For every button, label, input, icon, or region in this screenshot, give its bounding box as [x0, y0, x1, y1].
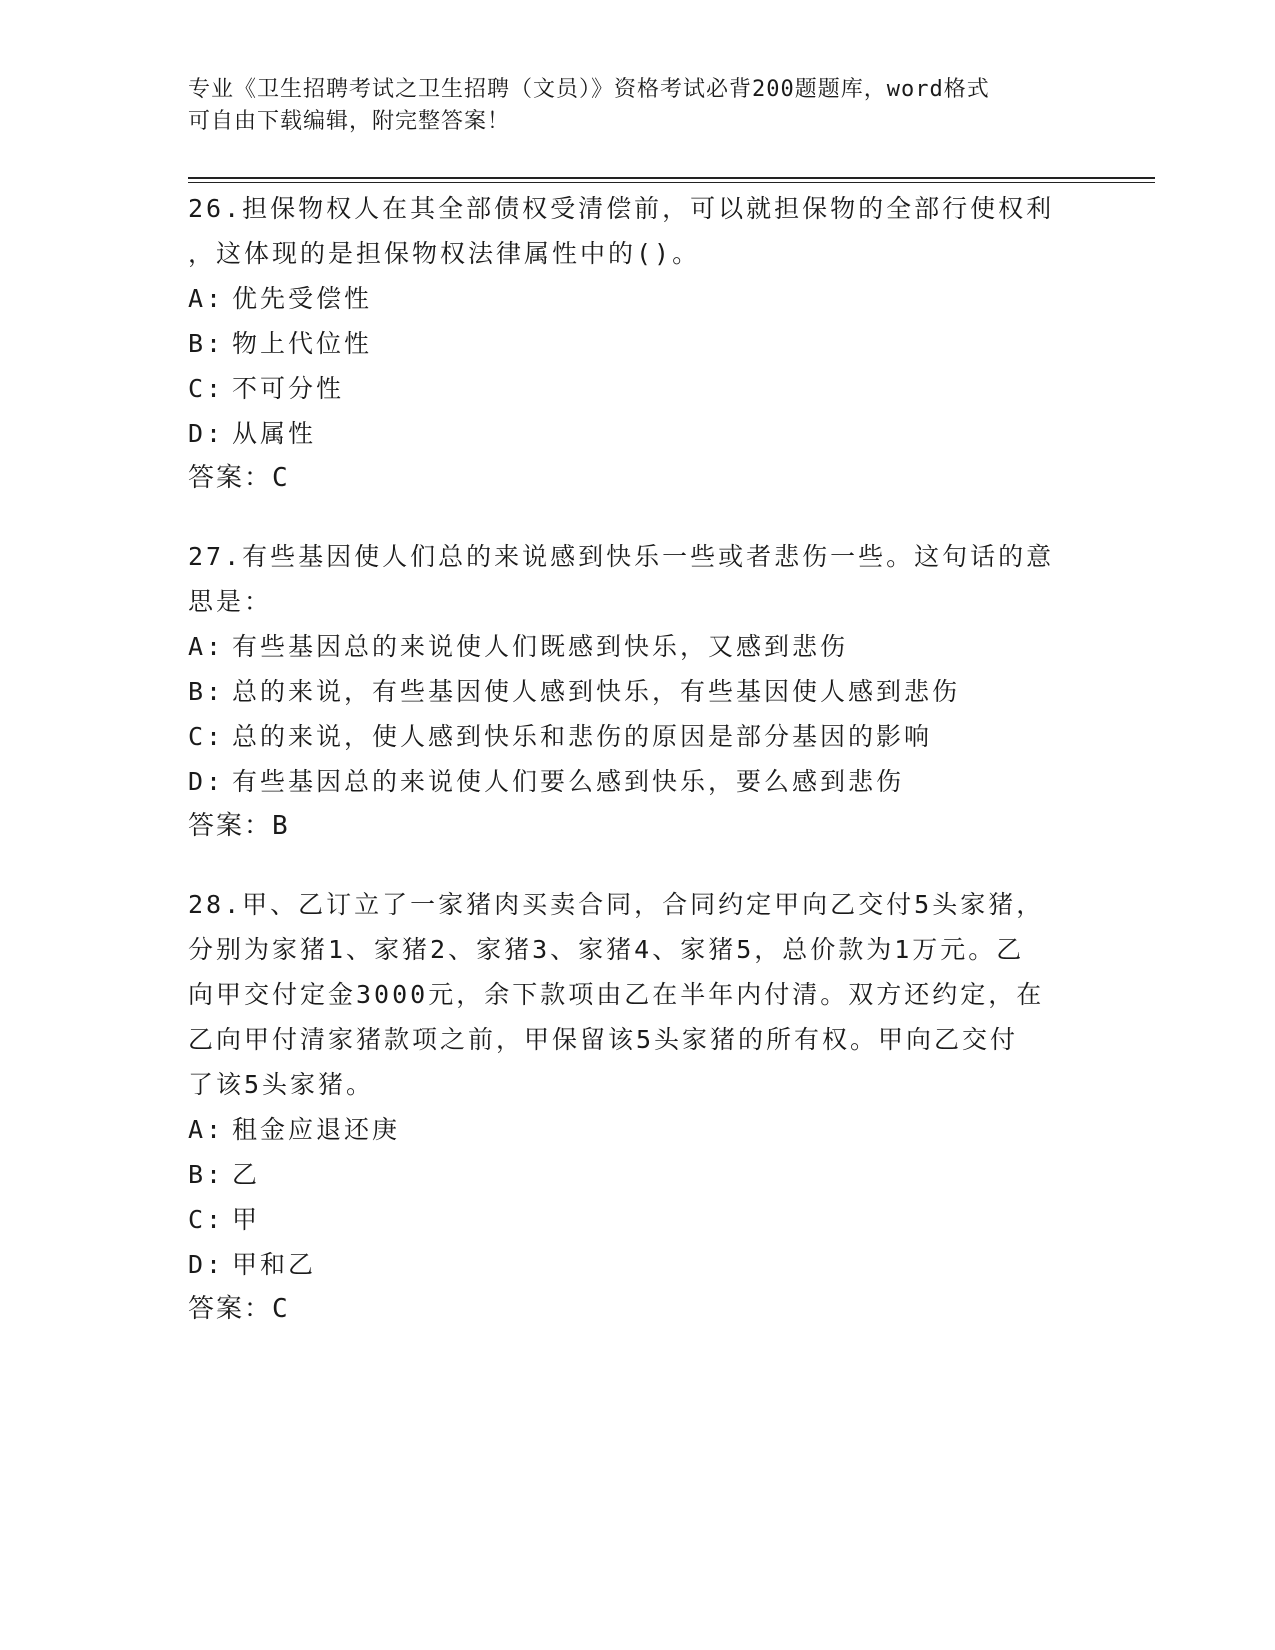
answer-line	[188, 456, 1088, 501]
option-text: 物上代位性	[232, 329, 373, 358]
question-stem-line: ，这体现的是担保物权法律属性中的()。	[188, 239, 701, 268]
answer-value: C	[272, 463, 290, 493]
option-b	[188, 1152, 1088, 1197]
option-text: 从属性	[232, 419, 317, 448]
option-text: 甲和乙	[232, 1250, 317, 1279]
option-a	[188, 624, 1088, 669]
header-divider-secondary	[188, 182, 1155, 183]
answer-line	[188, 1287, 1088, 1332]
option-key: C:	[188, 722, 225, 751]
question-stem-line: 26.担保物权人在其全部债权受清偿前，可以就担保物的全部行使权利	[188, 194, 1055, 223]
option-key: A:	[188, 632, 225, 661]
answer-label: 答案：	[188, 811, 273, 841]
option-a	[188, 1107, 1088, 1152]
question-number: 26.	[188, 194, 243, 223]
header-divider	[188, 177, 1155, 179]
option-b	[188, 669, 1088, 714]
answer-value: C	[272, 1294, 290, 1324]
question-stem-line: 向甲交付定金3000元，余下款项由乙在半年内付清。双方还约定，在	[188, 980, 1045, 1009]
option-key: B:	[188, 1160, 225, 1189]
option-text: 不可分性	[232, 374, 345, 403]
option-text: 总的来说，有些基因使人感到快乐，有些基因使人感到悲伤	[232, 677, 961, 706]
option-text: 优先受偿性	[232, 284, 373, 313]
option-key: D:	[188, 767, 225, 796]
question-26	[188, 186, 1088, 501]
option-text: 乙	[232, 1160, 261, 1189]
header-line-2: 可自由下载编辑，附完整答案！	[188, 109, 511, 134]
answer-line	[188, 804, 1088, 849]
option-key: B:	[188, 329, 225, 358]
option-c	[188, 366, 1088, 411]
answer-label: 答案：	[188, 1294, 273, 1324]
option-a	[188, 276, 1088, 321]
option-key: B:	[188, 677, 225, 706]
option-text: 租金应退还庚	[232, 1115, 401, 1144]
question-stem-line: 思是：	[188, 587, 273, 616]
document-header	[188, 74, 1088, 138]
question-number: 28.	[188, 890, 243, 919]
answer-value: B	[272, 811, 290, 841]
option-key: A:	[188, 284, 225, 313]
question-stem-line: 28.甲、乙订立了一家猪肉买卖合同，合同约定甲向乙交付5头家猪，	[188, 890, 1045, 919]
option-key: A:	[188, 1115, 225, 1144]
option-key: D:	[188, 419, 225, 448]
answer-label: 答案：	[188, 463, 273, 493]
header-line-1: 专业《卫生招聘考试之卫生招聘（文员）》资格考试必背200题题库，word格式	[188, 77, 990, 102]
option-text: 有些基因总的来说使人们既感到快乐，又感到悲伤	[232, 632, 849, 661]
option-d	[188, 411, 1088, 456]
option-c	[188, 1197, 1088, 1242]
option-d	[188, 759, 1088, 804]
option-text: 总的来说，使人感到快乐和悲伤的原因是部分基因的影响	[232, 722, 933, 751]
question-28	[188, 882, 1088, 1332]
option-key: C:	[188, 374, 225, 403]
question-stem-line: 27.有些基因使人们总的来说感到快乐一些或者悲伤一些。这句话的意	[188, 542, 1055, 571]
option-key: C:	[188, 1205, 225, 1234]
option-key: D:	[188, 1250, 225, 1279]
question-stem-line: 分别为家猪1、家猪2、家猪3、家猪4、家猪5，总价款为1万元。乙	[188, 935, 1025, 964]
question-stem-line: 乙向甲付清家猪款项之前，甲保留该5头家猪的所有权。甲向乙交付	[188, 1025, 1019, 1054]
question-number: 27.	[188, 542, 243, 571]
option-d	[188, 1242, 1088, 1287]
option-c	[188, 714, 1088, 759]
option-b	[188, 321, 1088, 366]
option-text: 甲	[232, 1205, 261, 1234]
option-text: 有些基因总的来说使人们要么感到快乐，要么感到悲伤	[232, 767, 905, 796]
question-27	[188, 534, 1088, 849]
question-stem-line: 了该5头家猪。	[188, 1070, 375, 1099]
